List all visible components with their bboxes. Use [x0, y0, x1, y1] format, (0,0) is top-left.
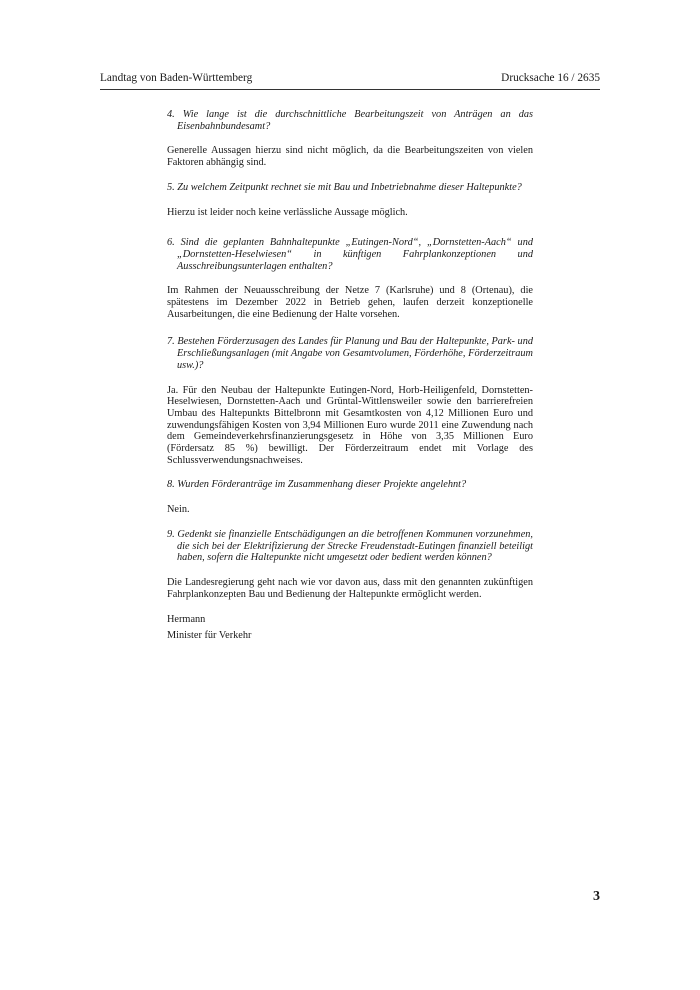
question-9: 9. Gedenkt sie finanzielle Entschädigungen an die betroffenen Kommunen vorzunehmen, die sich bei der Elektrifizierung der Strecke Freudenstadt-Eutingen finanziell beteiligt haben, sofern die Haltepunkte nicht umgesetzt oder bedient werden können?	[167, 528, 533, 564]
page-header	[100, 71, 600, 89]
answer-4: Generelle Aussagen hierzu sind nicht möglich, da die Bearbeitungszeiten von vielen Faktoren abhängig sind.	[167, 145, 533, 169]
header-parliament-name: Landtag von Baden-Württemberg	[100, 72, 253, 84]
answer-8: Nein.	[167, 504, 190, 516]
question-4: 4. Wie lange ist die durchschnittliche Bearbeitungszeit von Anträgen an das Eisenbahnbundesamt?	[167, 109, 533, 132]
question-6: 6. Sind die geplanten Bahnhaltepunkte „Eutingen-Nord“, „Dornstetten-Aach“ und „Dornstetten-Heselwiesen“ in künftigen Fahrplankonzeptionen und Ausschreibungsunterlagen enthalten?	[167, 237, 533, 272]
answer-5: Hierzu ist leider noch keine verlässliche Aussage möglich.	[167, 206, 408, 218]
answer-6: Im Rahmen der Neuausschreibung der Netze 7 (Karlsruhe) und 8 (Ortenau), die spätestens im Dezember 2022 in Betrieb gehen, laufen derzeit konzeptionelle Ausarbeitungen, die eine Bedienung der Halte vorsehen.	[167, 285, 533, 320]
page-number: 3	[593, 889, 600, 904]
header-document-number: Drucksache 16 / 2635	[501, 72, 600, 84]
header-divider	[100, 89, 600, 90]
question-5: 5. Zu welchem Zeitpunkt rechnet sie mit Bau und Inbetriebnahme dieser Haltepunkte?	[167, 181, 522, 193]
question-7: 7. Bestehen Förderzusagen des Landes für Planung und Bau der Haltepunkte, Park- und Erschließungsanlagen (mit Angabe von Gesamtvolumen, Förderhöhe, Förderzeitraum usw.)?	[167, 336, 533, 371]
document-body	[167, 109, 533, 642]
answer-9: Die Landesregierung geht nach wie vor davon aus, dass mit den genannten zukünftigen Fahrplankonzepten Bau und Bedienung der Haltepunkte ermöglicht werden.	[167, 576, 533, 600]
answer-7: Ja. Für den Neubau der Haltepunkte Eutingen-Nord, Horb-Heiligenfeld, Dornstetten-Heselwiesen, Dornstetten-Aach und Grüntal-Wittlensweiler sowie den barrierefreien Umbau des Haltepunkts Bittelbronn mit Gesamtkosten von 4,12 Millionen Euro und zuwendungsfähigen Kosten von 3,94 Millionen Euro wurde 2011 eine Zuwendung nach dem Gemeindeverkehrsfinanzierungsgesetz in Höhe von 3,35 Millionen Euro (Fördersatz 85 %) bewilligt. Der Förderzeitraum endet mit Vorlage des Schlussverwendungsnachweises.	[167, 384, 533, 466]
question-8: 8. Wurden Förderanträge im Zusammenhang dieser Projekte angelehnt?	[167, 479, 467, 491]
signature-title: Minister für Verkehr	[167, 630, 252, 642]
signature-name: Hermann	[167, 614, 206, 626]
